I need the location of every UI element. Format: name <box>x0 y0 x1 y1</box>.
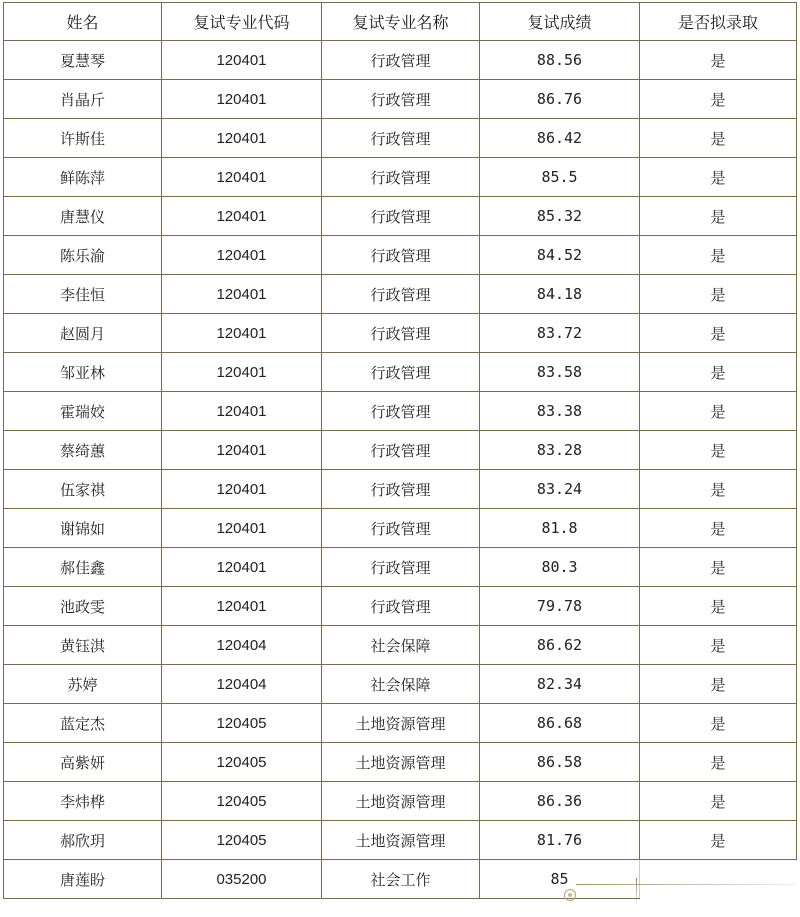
cell-major-code: 120401 <box>162 548 322 587</box>
cell-name: 肖晶斤 <box>4 80 162 119</box>
cell-major-name: 行政管理 <box>322 119 480 158</box>
cell-name: 苏婷 <box>4 665 162 704</box>
cell-score: 81.8 <box>480 509 640 548</box>
table-row <box>4 704 797 743</box>
cell-admit: 是 <box>640 392 797 431</box>
table-row <box>4 158 797 197</box>
table-row <box>4 626 797 665</box>
admission-results-table <box>3 2 797 899</box>
cell-admit: 是 <box>640 509 797 548</box>
cell-major-name: 社会保障 <box>322 626 480 665</box>
cell-major-name: 行政管理 <box>322 41 480 80</box>
cell-name: 李佳恒 <box>4 275 162 314</box>
cell-major-code: 120405 <box>162 821 322 860</box>
cell-major-code: 120401 <box>162 392 322 431</box>
cell-admit: 是 <box>640 470 797 509</box>
table-row <box>4 548 797 587</box>
cell-major-code: 120401 <box>162 119 322 158</box>
cell-major-code: 120405 <box>162 704 322 743</box>
cell-admit: 是 <box>640 782 797 821</box>
cell-admit: 是 <box>640 197 797 236</box>
cell-major-name: 行政管理 <box>322 80 480 119</box>
cell-score: 84.52 <box>480 236 640 275</box>
cell-name: 赵圆月 <box>4 314 162 353</box>
table-row <box>4 119 797 158</box>
cell-admit: 是 <box>640 587 797 626</box>
cell-score: 83.58 <box>480 353 640 392</box>
table-row <box>4 431 797 470</box>
cell-score: 79.78 <box>480 587 640 626</box>
cell-admit: 是 <box>640 665 797 704</box>
cell-major-name: 土地资源管理 <box>322 821 480 860</box>
table-row <box>4 860 797 899</box>
cell-major-code: 120401 <box>162 431 322 470</box>
cell-admit: 是 <box>640 353 797 392</box>
cell-major-name: 行政管理 <box>322 587 480 626</box>
cell-major-name: 社会保障 <box>322 665 480 704</box>
header-major-code: 复试专业代码 <box>162 3 322 41</box>
table-row <box>4 743 797 782</box>
cell-score: 86.36 <box>480 782 640 821</box>
cell-score: 83.24 <box>480 470 640 509</box>
cell-major-name: 行政管理 <box>322 275 480 314</box>
cell-major-code: 120401 <box>162 353 322 392</box>
table-row <box>4 353 797 392</box>
cell-major-code: 120404 <box>162 626 322 665</box>
cell-major-code: 120401 <box>162 314 322 353</box>
header-score: 复试成绩 <box>480 3 640 41</box>
cell-major-code: 120401 <box>162 158 322 197</box>
cell-name: 唐莲盼 <box>4 860 162 899</box>
cell-admit: 是 <box>640 158 797 197</box>
cell-major-code: 120401 <box>162 509 322 548</box>
cell-major-name: 行政管理 <box>322 158 480 197</box>
cell-score: 86.68 <box>480 704 640 743</box>
cell-admit: 是 <box>640 743 797 782</box>
cell-score: 86.58 <box>480 743 640 782</box>
cell-major-code: 035200 <box>162 860 322 899</box>
cell-name: 高紫妍 <box>4 743 162 782</box>
cell-name: 黄钰淇 <box>4 626 162 665</box>
cell-major-name: 行政管理 <box>322 548 480 587</box>
cell-score: 86.42 <box>480 119 640 158</box>
cell-name: 蓝定杰 <box>4 704 162 743</box>
header-row <box>4 3 797 41</box>
table-body <box>4 41 797 899</box>
header-major-name: 复试专业名称 <box>322 3 480 41</box>
cell-admit: 是 <box>640 626 797 665</box>
cell-score: 83.28 <box>480 431 640 470</box>
table-row <box>4 197 797 236</box>
table-row <box>4 782 797 821</box>
cell-name: 鲜陈萍 <box>4 158 162 197</box>
table-row <box>4 665 797 704</box>
cell-major-code: 120405 <box>162 743 322 782</box>
cell-score: 84.18 <box>480 275 640 314</box>
cell-score: 83.38 <box>480 392 640 431</box>
table-row <box>4 509 797 548</box>
cell-name: 伍家祺 <box>4 470 162 509</box>
cell-score: 86.76 <box>480 80 640 119</box>
table-row <box>4 314 797 353</box>
cell-name: 许斯佳 <box>4 119 162 158</box>
cell-score: 85.32 <box>480 197 640 236</box>
table-row <box>4 587 797 626</box>
cell-major-name: 行政管理 <box>322 353 480 392</box>
cell-name: 蔡绮蕙 <box>4 431 162 470</box>
cell-admit: 是 <box>640 431 797 470</box>
cell-name: 邹亚林 <box>4 353 162 392</box>
cell-admit: 是 <box>640 704 797 743</box>
cell-admit: 是 <box>640 236 797 275</box>
cell-major-code: 120401 <box>162 80 322 119</box>
table-row <box>4 236 797 275</box>
cell-name: 唐慧仪 <box>4 197 162 236</box>
cell-name: 霍瑞姣 <box>4 392 162 431</box>
cell-major-name: 土地资源管理 <box>322 743 480 782</box>
cell-admit: 是 <box>640 314 797 353</box>
header-name: 姓名 <box>4 3 162 41</box>
cell-admit <box>640 860 797 899</box>
table-row <box>4 41 797 80</box>
cell-major-name: 社会工作 <box>322 860 480 899</box>
header-admit: 是否拟录取 <box>640 3 797 41</box>
cell-name: 李炜桦 <box>4 782 162 821</box>
cell-major-code: 120401 <box>162 470 322 509</box>
cell-major-code: 120401 <box>162 587 322 626</box>
cell-admit: 是 <box>640 821 797 860</box>
cell-major-code: 120401 <box>162 197 322 236</box>
table-header <box>4 3 797 41</box>
cell-major-name: 行政管理 <box>322 197 480 236</box>
cell-name: 郝佳鑫 <box>4 548 162 587</box>
cell-major-name: 土地资源管理 <box>322 782 480 821</box>
cell-name: 陈乐渝 <box>4 236 162 275</box>
cell-admit: 是 <box>640 548 797 587</box>
cell-score: 88.56 <box>480 41 640 80</box>
cell-major-name: 土地资源管理 <box>322 704 480 743</box>
cell-score: 85 <box>480 860 640 899</box>
cell-name: 池政雯 <box>4 587 162 626</box>
cell-score: 80.3 <box>480 548 640 587</box>
cell-score: 83.72 <box>480 314 640 353</box>
table-row <box>4 275 797 314</box>
cell-name: 郝欣玥 <box>4 821 162 860</box>
cell-major-code: 120401 <box>162 41 322 80</box>
cell-name: 谢锦如 <box>4 509 162 548</box>
cell-admit: 是 <box>640 119 797 158</box>
table-row <box>4 80 797 119</box>
cell-score: 81.76 <box>480 821 640 860</box>
cell-name: 夏慧琴 <box>4 41 162 80</box>
cell-major-code: 120401 <box>162 275 322 314</box>
cell-major-name: 行政管理 <box>322 509 480 548</box>
cell-major-name: 行政管理 <box>322 314 480 353</box>
cell-admit: 是 <box>640 41 797 80</box>
table-row <box>4 392 797 431</box>
table-row <box>4 470 797 509</box>
cell-major-code: 120401 <box>162 236 322 275</box>
cell-major-code: 120404 <box>162 665 322 704</box>
cell-major-name: 行政管理 <box>322 236 480 275</box>
cell-admit: 是 <box>640 80 797 119</box>
cell-score: 86.62 <box>480 626 640 665</box>
cell-score: 85.5 <box>480 158 640 197</box>
cell-major-name: 行政管理 <box>322 431 480 470</box>
cell-major-name: 行政管理 <box>322 470 480 509</box>
cell-major-name: 行政管理 <box>322 392 480 431</box>
table-row <box>4 821 797 860</box>
cell-admit: 是 <box>640 275 797 314</box>
cell-major-code: 120405 <box>162 782 322 821</box>
cell-score: 82.34 <box>480 665 640 704</box>
